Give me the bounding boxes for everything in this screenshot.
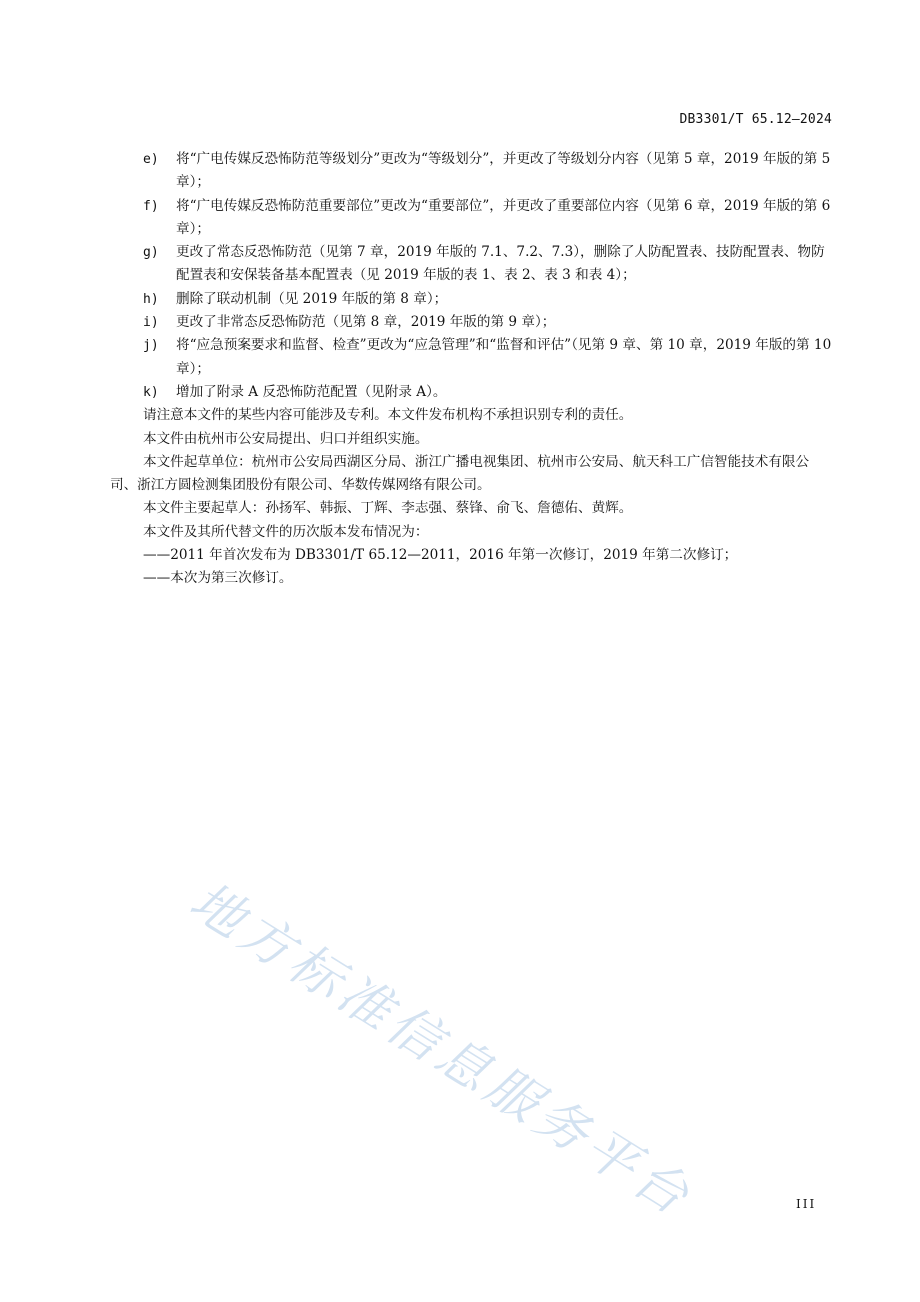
list-item-j bbox=[110, 334, 832, 381]
foreword-content bbox=[110, 148, 832, 591]
list-marker: k) bbox=[143, 384, 159, 400]
list-item-g bbox=[110, 241, 832, 288]
list-item-e bbox=[110, 148, 832, 195]
page-number: III bbox=[796, 1197, 817, 1211]
list-marker: g) bbox=[143, 245, 159, 261]
list-item-text: 将“广电传媒反恐怖防范等级划分”更改为“等级划分”，并更改了等级划分内容（见第 5 章，2019 年版的第 5 章）； bbox=[176, 151, 831, 191]
list-marker: j) bbox=[143, 338, 159, 354]
history-item: ——2011 年首次发布为 DB3301/T 65.12—2011，2016 年第一次修订，2019 年第二次修订； bbox=[143, 547, 738, 564]
history-intro: 本文件及其所代替文件的历次版本发布情况为： bbox=[143, 523, 429, 540]
list-item-text: 增加了附录 A 反恐怖防范配置（见附录 A）。 bbox=[176, 383, 447, 400]
proposer-paragraph: 本文件由杭州市公安局提出、归口并组织实施。 bbox=[143, 430, 429, 447]
watermark: 地方标准信息服务平台 bbox=[179, 871, 703, 1230]
list-item-text: 更改了非常态反恐怖防范（见第 8 章，2019 年版的第 9 章）； bbox=[176, 314, 556, 331]
list-item-f bbox=[110, 195, 832, 242]
list-marker: h) bbox=[143, 291, 159, 307]
document-code: DB3301/T 65.12—2024 bbox=[679, 112, 832, 127]
list-item-text: 更改了常态反恐怖防范（见第 7 章，2019 年版的 7.1、7.2、7.3），删除了人防配置表、技防配置表、物防配置表和安保装备基本配置表（见 2019 年版的表 1、表 2、表 3 和表 4）； bbox=[176, 244, 825, 284]
list-marker: i) bbox=[143, 315, 159, 331]
list-item-text: 将“应急预案要求和监督、检查”更改为“应急管理”和“监督和评估”（见第 9 章、第 10 章，2019 年版的第 10 章）； bbox=[176, 337, 832, 377]
drafting-units-paragraph: 本文件起草单位：杭州市公安局西湖区分局、浙江广播电视集团、杭州市公安局、航天科工广信智能技术有限公司、浙江方圆检测集团股份有限公司、华数传媒网络有限公司。 bbox=[110, 453, 810, 494]
list-item-i bbox=[110, 311, 832, 334]
drafters-paragraph: 本文件主要起草人：孙扬军、韩振、丁辉、李志强、蔡锋、俞飞、詹德佑、黄辉。 bbox=[143, 500, 633, 517]
list-item-h bbox=[110, 288, 832, 311]
patent-notice: 请注意本文件的某些内容可能涉及专利。本文件发布机构不承担识别专利的责任。 bbox=[143, 407, 633, 424]
history-item: ——本次为第三次修订。 bbox=[143, 570, 293, 587]
list-marker: f) bbox=[143, 198, 159, 214]
list-item-k bbox=[110, 381, 832, 404]
list-item-text: 将“广电传媒反恐怖防范重要部位”更改为“重要部位”，并更改了重要部位内容（见第 6 章，2019 年版的第 6 章）； bbox=[176, 197, 831, 237]
list-marker: e) bbox=[143, 152, 159, 167]
list-item-text: 删除了联动机制（见 2019 年版的第 8 章）； bbox=[176, 290, 448, 307]
